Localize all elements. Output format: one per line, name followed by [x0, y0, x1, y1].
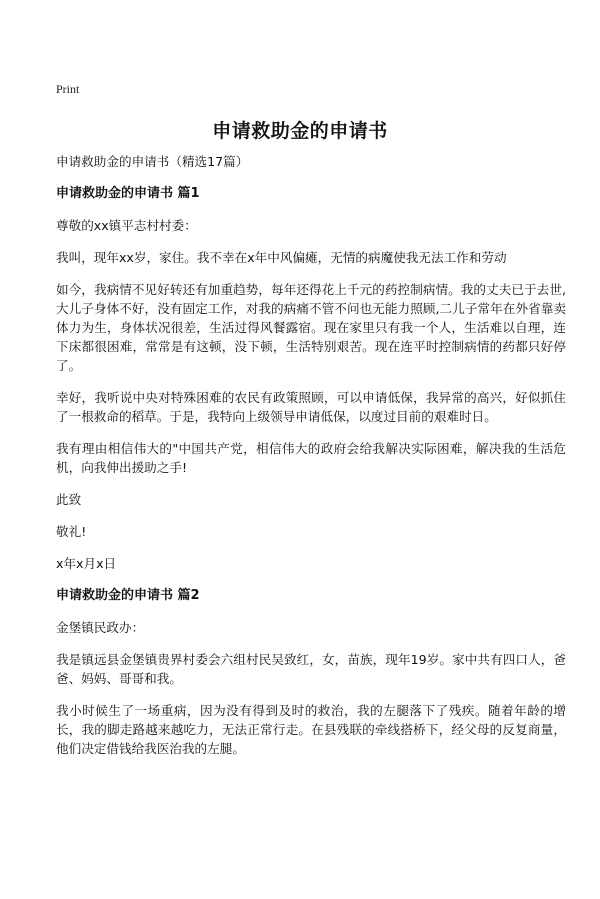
date-line: x年x月x日: [56, 556, 117, 571]
closing-line: 此致: [56, 492, 82, 507]
paragraph: 我是镇远县金堡镇贵界村委会六组村民吴致红，女，苗族，现年19岁。家中共有四口人，爸爸、妈妈、哥哥和我。: [56, 652, 566, 686]
print-label: Print: [56, 82, 80, 96]
document-title: 申请救助金的申请书: [212, 120, 388, 142]
paragraph: 幸好，我听说中央对特殊困难的农民有政策照顾，可以申请低保，我异常的高兴，好似抓住了一根救命的稻草。于是，我特向上级领导申请低保，以度过目前的艰难时日。: [56, 390, 566, 424]
section-heading: 申请救助金的申请书 篇2: [56, 588, 200, 603]
paragraph: 我叫，现年xx岁，家住。我不幸在x年中风偏瘫，无情的病魔使我无法工作和劳动: [56, 250, 507, 265]
document-subtitle: 申请救助金的申请书（精选17篇）: [56, 154, 249, 169]
paragraph: 如今，我病情不见好转还有加重趋势，每年还得花上千元的药控制病情。我的丈夫已于去世,大儿子身体不好，没有固定工作，对我的病痛不管不问也无能力照顾,二儿子常年在外省靠卖体力为生，身体状况很差，生活过得风餐露宿。现在家里只有我一个人，生活难以自理，连下床都很困难，常常是有这顿，没下顿，生活特别艰苦。现在连平时控制病情的药都只好停了。: [56, 282, 566, 373]
paragraph: 我有理由相信伟大的"中国共产党，相信伟大的政府会给我解决实际困难，解决我的生活危机，向我伸出援助之手!: [56, 441, 566, 475]
salutation: 尊敬的xx镇平志村村委：: [56, 218, 197, 233]
salutation: 金堡镇民政办：: [56, 620, 145, 635]
closing-line: 敬礼!: [56, 524, 87, 539]
paragraph: 我小时候生了一场重病，因为没有得到及时的救治，我的左腿落下了残疾。随着年龄的增长，我的脚走路越来越吃力，无法正常行走。在县残联的牵线搭桥下，经父母的反复商量，他们决定借钱给我医治我的左腿。: [56, 703, 566, 756]
section-heading: 申请救助金的申请书 篇1: [56, 186, 200, 201]
document-body: [56, 152, 566, 771]
